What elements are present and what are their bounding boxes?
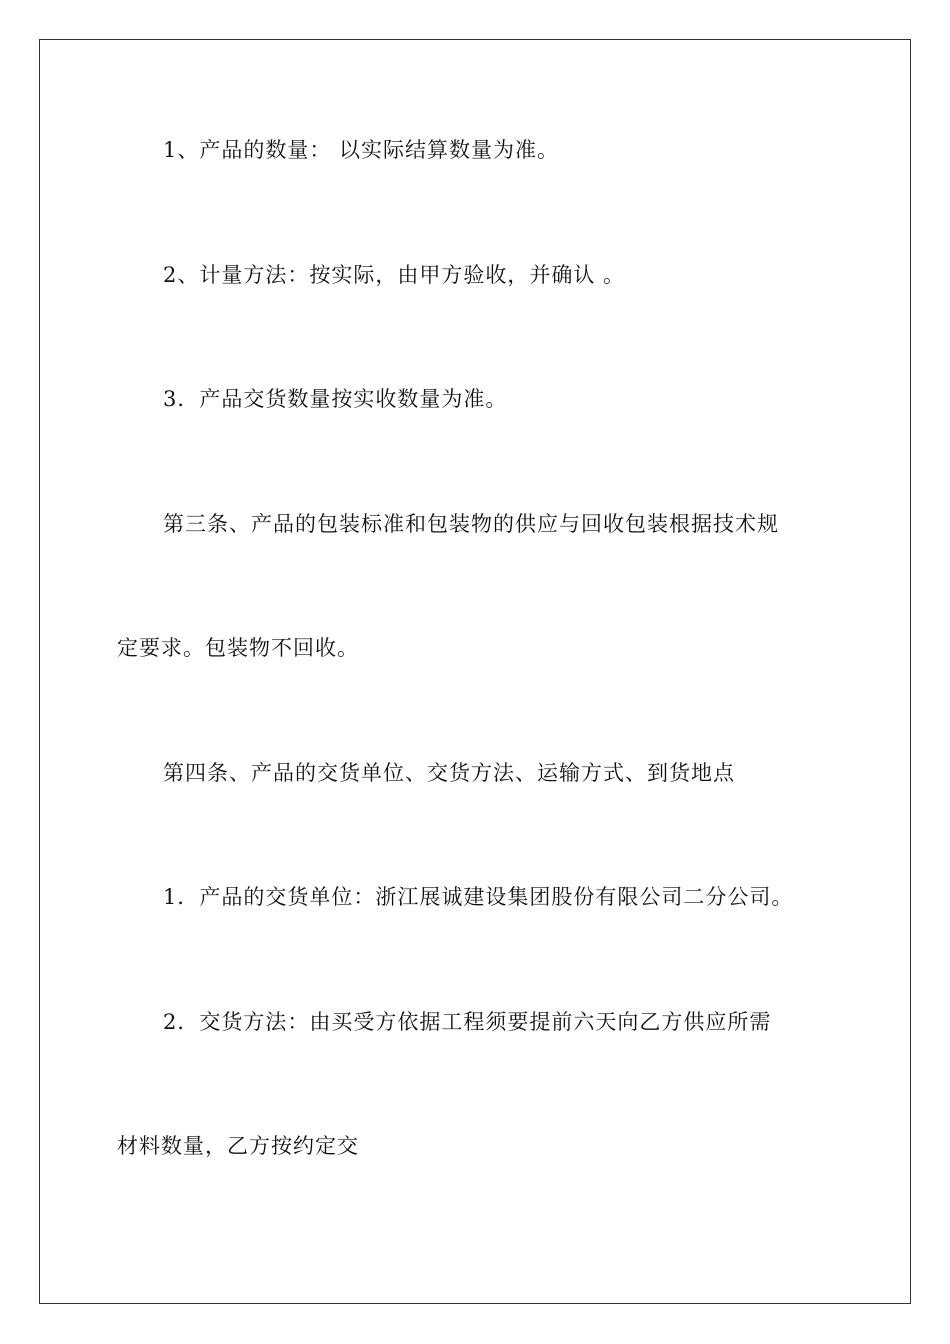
text-line-delivery-method: 2．交货方法：由买受方依据工程须要提前六天向乙方供应所需 [163,1010,772,1034]
text-line-measurement: 2、计量方法：按实际，由甲方验收，并确认 。 [163,263,626,287]
page-border [39,39,911,1304]
text-line-quantity: 1、产品的数量： 以实际结算数量为准。 [163,138,560,162]
text-line-article-four: 第四条、产品的交货单位、交货方法、运输方式、到货地点 [163,761,735,785]
text-line-article-three-cont: 定要求。包装物不回收。 [117,636,359,660]
text-line-delivery-unit: 1．产品的交货单位：浙江展诚建设集团股份有限公司二分公司。 [163,885,794,909]
text-line-delivery-method-cont: 材料数量，乙方按约定交 [117,1134,359,1158]
text-line-article-three: 第三条、产品的包装标准和包装物的供应与回收包装根据技术规 [163,512,779,536]
text-line-delivery-quantity: 3．产品交货数量按实收数量为准。 [163,387,508,411]
